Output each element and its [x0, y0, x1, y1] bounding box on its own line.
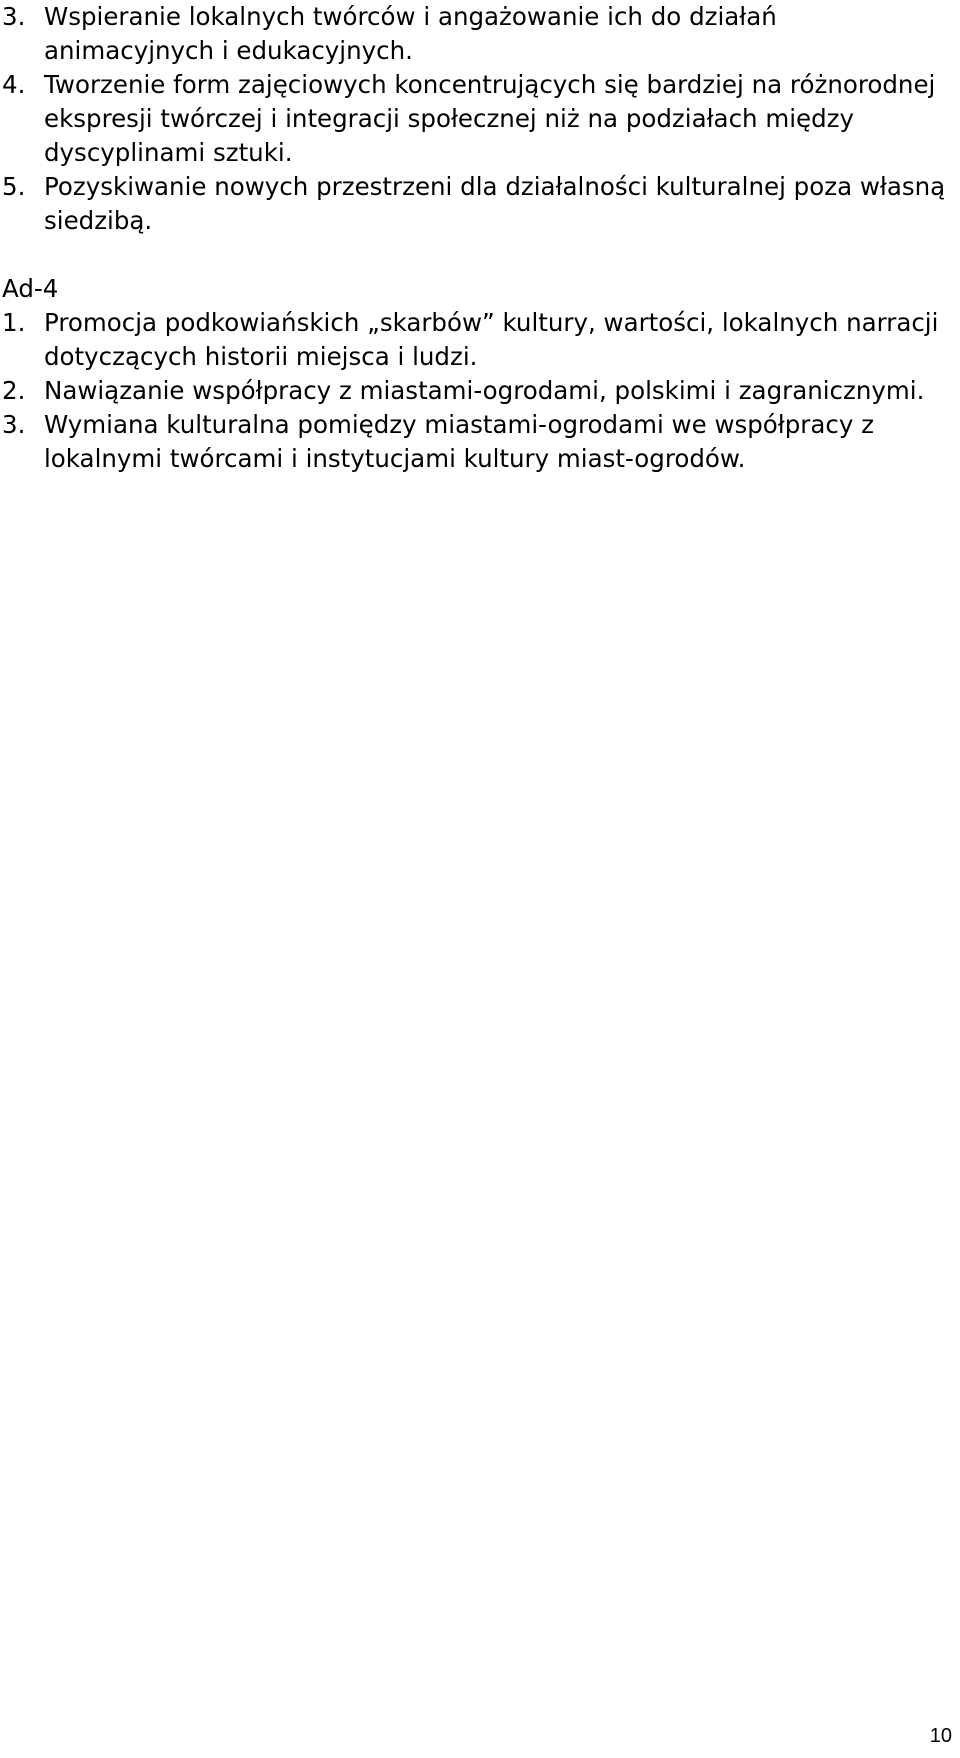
document-body — [0, 0, 950, 476]
list-item — [0, 374, 950, 408]
list-item-number: 3. — [2, 410, 26, 439]
list-item-text: Wspieranie lokalnych twórców i angażowanie ich do działań animacyjnych i edukacyjnych. — [44, 2, 777, 65]
list-item-number: 4. — [2, 70, 26, 99]
section-heading: Ad-4 — [2, 274, 59, 303]
list-item — [0, 68, 950, 170]
list-item — [0, 408, 950, 476]
page-number: 10 — [929, 1725, 952, 1747]
list-item-text: Nawiązanie współpracy z miastami-ogrodami, polskimi i zagranicznymi. — [44, 376, 925, 405]
list-item-number: 2. — [2, 376, 26, 405]
list-item — [0, 170, 950, 238]
list-item-text: Pozyskiwanie nowych przestrzeni dla działalności kulturalnej poza własną siedzibą. — [44, 172, 946, 235]
objectives-list — [0, 0, 950, 238]
list-item-number: 5. — [2, 172, 26, 201]
list-item — [0, 306, 950, 374]
list-item-number: 3. — [2, 2, 26, 31]
list-item-text: Promocja podkowiańskich „skarbów” kultury, wartości, lokalnych narracji dotyczących historii miejsca i ludzi. — [44, 308, 939, 371]
list-item-number: 1. — [2, 308, 26, 337]
list-item-text: Wymiana kulturalna pomiędzy miastami-ogrodami we współpracy z lokalnymi twórcami i instytucjami kultury miast-ogrodów. — [44, 410, 875, 473]
list-item — [0, 0, 950, 68]
list-item-text: Tworzenie form zajęciowych koncentrujących się bardziej na różnorodnej ekspresji twórczej i integracji społecznej niż na podziałach między dyscyplinami sztuki. — [44, 70, 936, 167]
section-list — [0, 306, 950, 476]
